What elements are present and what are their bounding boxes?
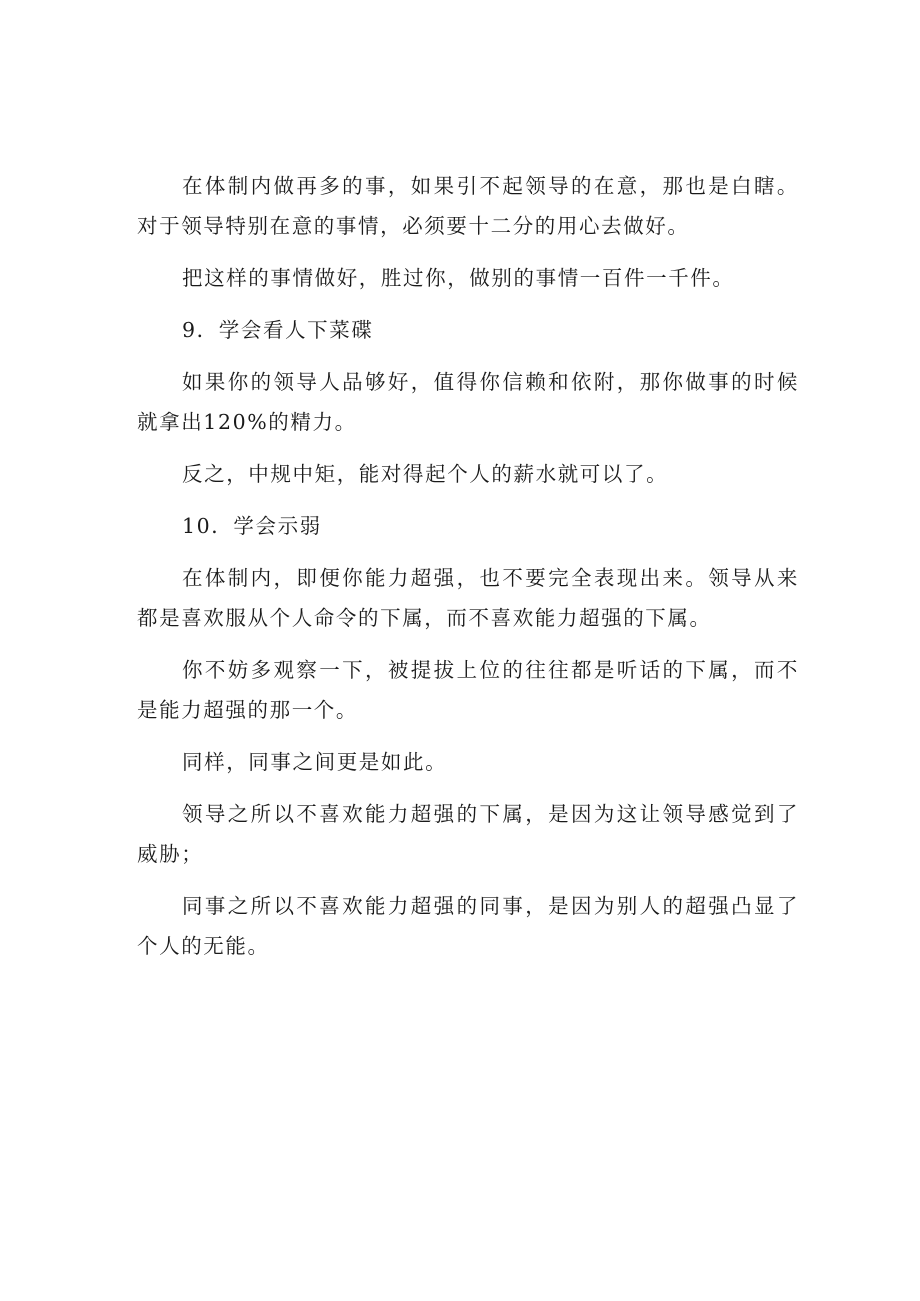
paragraph-2: 把这样的事情做好，胜过你，做别的事情一百件一千件。 [182, 266, 735, 290]
document-body [137, 166, 799, 978]
paragraph-5: 在体制内，即便你能力超强，也不要完全表现出来。领导从来都是喜欢服从个人命令的下属，而不喜欢能力超强的下属。 [137, 566, 799, 630]
paragraph-9: 同事之所以不喜欢能力超强的同事，是因为别人的超强凸显了个人的无能。 [137, 894, 799, 958]
paragraph-8: 领导之所以不喜欢能力超强的下属，是因为这让领导感觉到了威胁； [137, 802, 799, 866]
paragraph-4: 反之，中规中矩，能对得起个人的薪水就可以了。 [182, 462, 669, 486]
paragraph-3: 如果你的领导人品够好，值得你信赖和依附，那你做事的时候就拿出120%的精力。 [137, 370, 799, 434]
paragraph-1: 在体制内做再多的事，如果引不起领导的在意，那也是白瞎。对于领导特别在意的事情，必须要十二分的用心去做好。 [137, 174, 799, 238]
paragraph-6: 你不妨多观察一下，被提拔上位的往往都是听话的下属，而不是能力超强的那一个。 [137, 658, 799, 722]
section-heading-9: 9．学会看人下菜碟 [182, 318, 374, 342]
section-heading-10: 10．学会示弱 [182, 514, 322, 538]
paragraph-7: 同样，同事之间更是如此。 [182, 750, 448, 774]
